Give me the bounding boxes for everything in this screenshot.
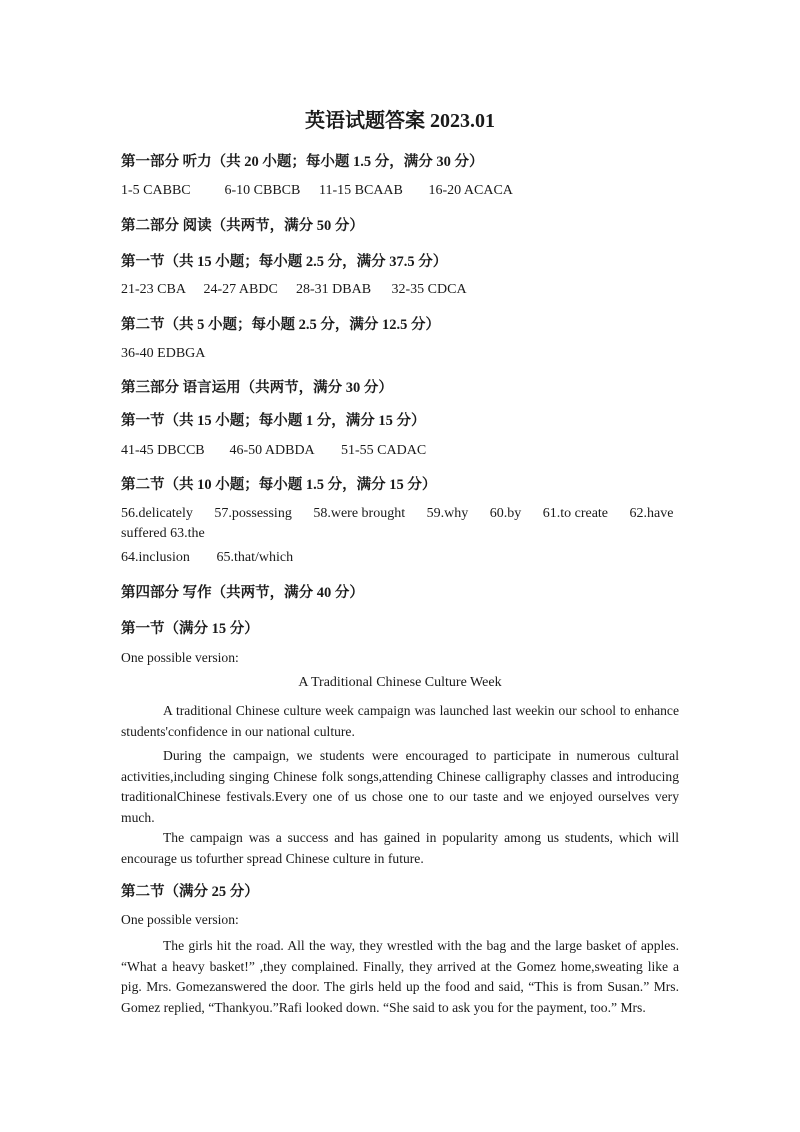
answer-group: 6-10 CBBCB (224, 183, 301, 198)
answer-item: 56.delicately (121, 506, 193, 521)
answer-group: 36-40 EDBGA (121, 346, 206, 361)
answer-group: 11-15 BCAAB (319, 183, 403, 198)
part4-section1-intro: One possible version: (121, 650, 239, 665)
answer-item: 58.were brought (313, 506, 406, 521)
answer-group: 1-5 CABBC (121, 183, 191, 198)
essay-paragraph: The campaign was a success and has gained in popularity among us students, which will encourage us tofurther spread Chinese culture in future. (121, 830, 679, 866)
part3-section1-heading: 第一节（共 15 小题；每小题 1 分，满分 15 分） (121, 413, 426, 429)
answer-item: 59.why (426, 506, 469, 521)
part1-heading: 第一部分 听力（共 20 小题；每小题 1.5 分，满分 30 分） (121, 154, 484, 170)
answer-item: 64.inclusion (121, 550, 190, 565)
part2-heading: 第二部分 阅读（共两节，满分 50 分） (121, 218, 364, 234)
answer-item: 62.have suffered 63.the (121, 506, 674, 541)
answer-item: 61.to create (542, 506, 609, 521)
page-title: 英语试题答案 2023.01 (305, 110, 495, 132)
answer-group: 24-27 ABDC (203, 282, 278, 297)
answer-group: 41-45 DBCCB (121, 443, 205, 458)
answer-group: 46-50 ADBDA (229, 443, 315, 458)
part3-heading: 第三部分 语言运用（共两节，满分 30 分） (121, 380, 393, 396)
answer-group: 32-35 CDCA (391, 282, 467, 297)
part2-section1-answers (121, 282, 467, 298)
answer-item: 57.possessing (214, 506, 292, 521)
part4-section1-heading: 第一节（满分 15 分） (121, 621, 259, 637)
part4-section2-heading: 第二节（满分 25 分） (121, 884, 259, 900)
part3-section2-answers-line2 (121, 550, 293, 566)
answer-item: 65.that/which (216, 550, 294, 565)
part3-section1-answers (121, 443, 426, 459)
part3-section2-heading: 第二节（共 10 小题；每小题 1.5 分，满分 15 分） (121, 477, 437, 493)
part4-section2-intro: One possible version: (121, 912, 239, 927)
part2-section2-answers (121, 346, 205, 362)
answer-group: 28-31 DBAB (296, 282, 372, 297)
part3-section2-answers-line1 (121, 504, 681, 544)
part4-heading: 第四部分 写作（共两节，满分 40 分） (121, 585, 364, 601)
answer-group: 51-55 CADAC (341, 443, 427, 458)
answer-item: 60.by (489, 506, 522, 521)
answer-group: 21-23 CBA (121, 282, 186, 297)
essay-title: A Traditional Chinese Culture Week (298, 675, 502, 690)
part1-answers (121, 183, 513, 199)
continuation-paragraph: The girls hit the road. All the way, they wrestled with the bag and the large basket of apples. “What a heavy basket!” ,they complained. Finally, they arrived at the Gomez home,sweating like a pig. Mrs. Gomezanswered the door. The girls held up the food and said, “This is from Susan.” Mrs. Gomez replied, “Thankyou.”Rafi looked down. “She said to ask you for the payment, too.” Mrs. (121, 938, 679, 1015)
answer-group: 16-20 ACACA (428, 183, 513, 198)
part2-section2-heading: 第二节（共 5 小题；每小题 2.5 分，满分 12.5 分） (121, 317, 440, 333)
essay-paragraph: During the campaign, we students were encouraged to participate in numerous cultural activities,including singing Chinese folk songs,attending Chinese calligraphy classes and introducing traditionalChinese festivals.Every one of us chose one to our taste and we enjoyed ourselves very much. (121, 748, 679, 825)
part2-section1-heading: 第一节（共 15 小题；每小题 2.5 分，满分 37.5 分） (121, 254, 448, 270)
essay-paragraph: A traditional Chinese culture week campaign was launched last weekin our school to enhance students'confidence in our national culture. (121, 703, 679, 739)
